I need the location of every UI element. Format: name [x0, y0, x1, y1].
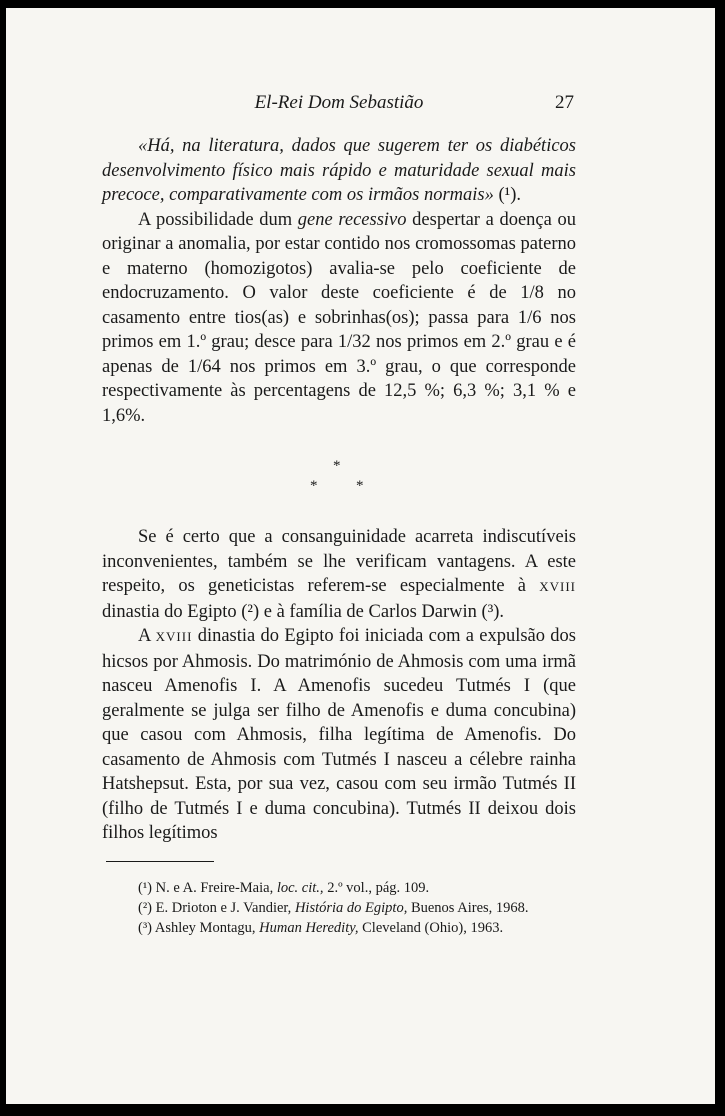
body-text-top — [102, 134, 576, 428]
running-title: El-Rei Dom Sebastião — [254, 92, 424, 113]
footnote-text: Cleveland (Ohio), 1963. — [358, 920, 504, 936]
section-asterism — [102, 458, 576, 498]
paragraph-text: despertar a doença ou originar a anomalia, por estar contido nos cromossomas paterno e materno (homozigotos) avalia-se pelo coeficiente de endocruzamento. O valor deste coeficiente é de 1/8 no casamento entre tios(as) e sobrinhas(os); passa para 1/6 nos primos em 1.º grau; desce para 1/32 nos primos em 2.º grau e é apenas de 1/64 nos primos em 3.º grau, o que corresponde respectivamente às percentagens de 12,5 %; 6,3 %; 3,1 % e 1,6%. — [102, 209, 576, 426]
paragraph-coefficient — [102, 208, 576, 429]
page-header — [102, 92, 576, 116]
paragraph-text: A — [138, 626, 156, 646]
footnote-1 — [102, 878, 576, 898]
footnote-title: História do Egipto, — [294, 900, 408, 916]
asterism-top: * — [333, 458, 341, 474]
quote-text: «Há, na literatura, dados que sugerem ter os diabéticos desenvolvimento físico mais rápido e maturidade sexual mais precoce, comparativamente com os irmãos normais» — [102, 136, 576, 205]
footnote-number: (²) — [138, 900, 153, 916]
body-text-bottom — [102, 525, 576, 846]
dynasty-numeral: XVIII — [539, 579, 576, 594]
footnote-text: Ashley Montagu, — [154, 920, 260, 936]
footnote-2 — [102, 898, 576, 918]
paragraph-text: dinastia do Egipto (²) e à família de Carlos Darwin (³). — [102, 601, 505, 622]
paragraph-text: A possibilidade dum — [138, 209, 298, 230]
page-number: 27 — [555, 92, 574, 113]
footnote-title: loc. cit., — [276, 880, 324, 896]
gene-term: gene recessivo — [297, 209, 407, 230]
footnotes — [102, 878, 576, 938]
quote-paragraph — [102, 134, 576, 208]
footnote-number: (¹) — [138, 880, 153, 896]
dynasty-numeral: XVIII — [155, 629, 193, 644]
footnote-text: E. Drioton e J. Vandier, — [155, 900, 295, 916]
footnote-text: 2.º vol., pág. 109. — [323, 880, 430, 896]
footnote-text: N. e A. Freire-Maia, — [155, 880, 277, 896]
footnote-3 — [102, 918, 576, 938]
paragraph-dynasty — [102, 624, 576, 846]
paragraph-text: Se é certo que a consanguinidade acarreta indiscutíveis inconvenientes, também se lhe verificam vantagens. A este respeito, os geneticistas referem-se especialmente à — [102, 527, 576, 596]
asterism-left: * — [310, 478, 318, 494]
footnote-text: Buenos Aires, 1968. — [407, 900, 529, 916]
footnote-number: (³) — [138, 920, 153, 936]
paragraph-text: dinastia do Egipto foi iniciada com a expulsão dos hicsos por Ahmosis. Do matrimónio de Ahmosis com uma irmã nasceu Amenofis I. A Amenofis sucedeu Tutmés I (que geralmente se julga ser filho de Amenofis e duma concubina) que casou com Ahmosis, filha legítima de Amenofis. Do casamento de Ahmosis com Tutmés I nasceu a célebre rainha Hatshepsut. Esta, por sua vez, casou com seu irmão Tutmés II (filho de Tutmés I e duma concubina). Tutmés II deixou dois filhos legítimos — [102, 626, 577, 843]
book-page — [6, 8, 715, 1104]
paragraph-consanguinity — [102, 525, 576, 624]
quote-footnote-ref: (¹). — [498, 185, 521, 205]
footnote-title: Human Heredity, — [259, 920, 359, 936]
asterism-right: * — [356, 478, 364, 494]
footnote-divider — [106, 861, 214, 862]
